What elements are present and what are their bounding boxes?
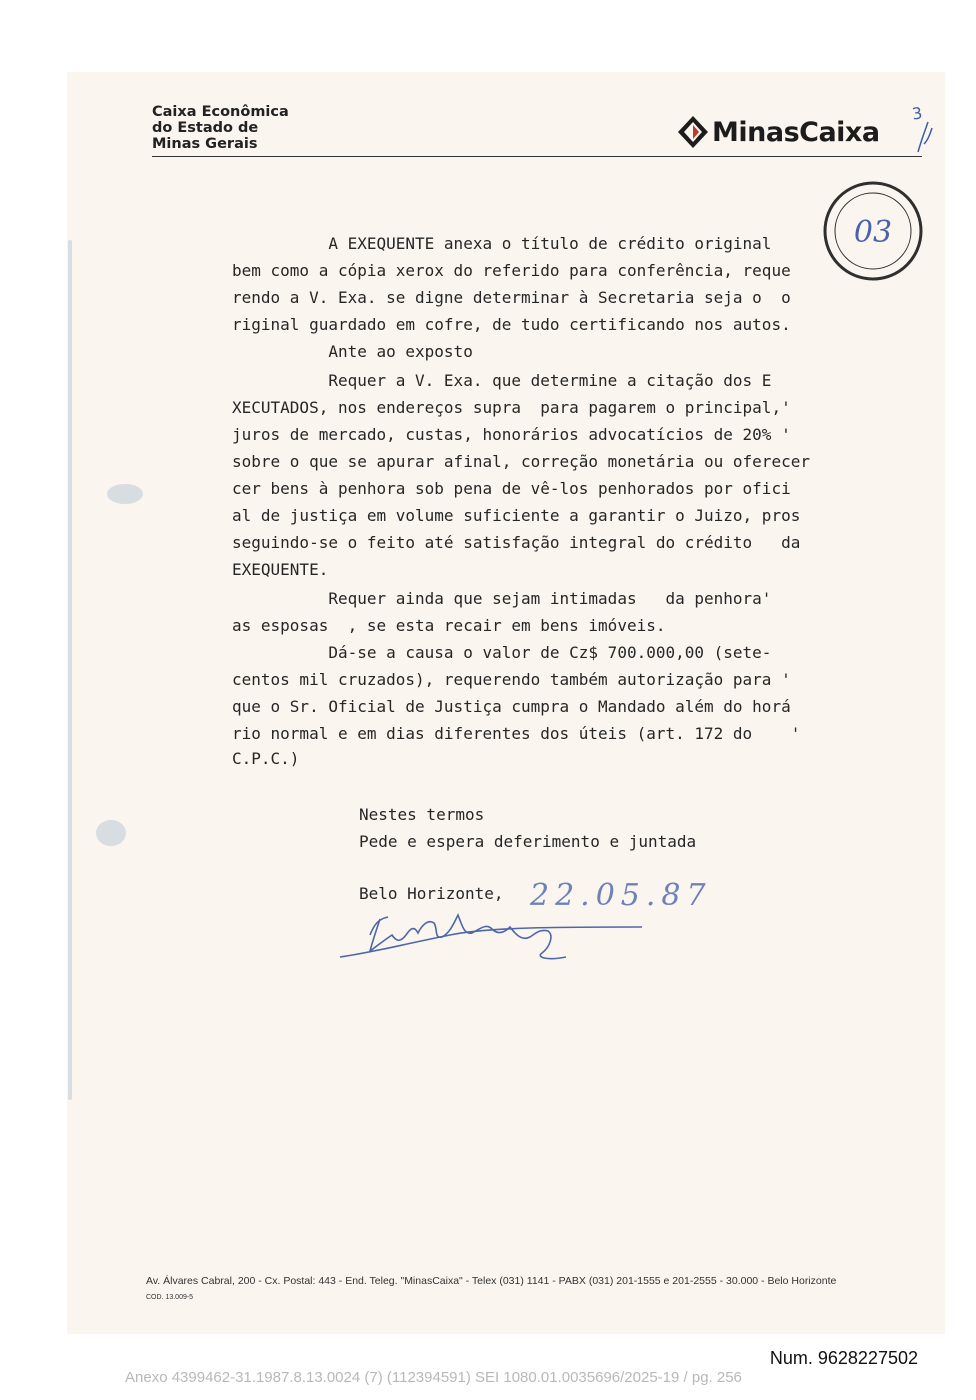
issuer-line-2: do Estado de: [152, 120, 259, 136]
body-line: riginal guardado em cofre, de tudo certificando nos autos.: [232, 315, 791, 334]
body-line: seguindo-se o feito até satisfação integral do crédito da: [232, 533, 801, 552]
body-line: bem como a cópia xerox do referido para conferência, reque: [232, 261, 791, 280]
issuer-name: [152, 104, 289, 152]
body-line: Requer ainda que sejam intimadas da penhora': [232, 589, 772, 608]
closing-line-2: Pede e espera deferimento e juntada: [359, 832, 697, 851]
body-line: que o Sr. Oficial de Justiça cumpra o Mandado além do horá: [232, 697, 791, 716]
body-line: XECUTADOS, nos endereços supra para pagarem o principal,': [232, 398, 791, 417]
place-label: Belo Horizonte,: [359, 884, 504, 903]
body-line: al de justiça em volume suficiente a garantir o Juizo, pros: [232, 506, 801, 525]
body-line: rio normal e em dias diferentes dos úteis (art. 172 do ': [232, 724, 801, 743]
logo-text: MinasCaixa: [712, 116, 880, 148]
body-line: Ante ao exposto: [232, 342, 473, 361]
body-line: juros de mercado, custas, honorários advocatícios de 20% ': [232, 425, 791, 444]
body-line: sobre o que se apurar afinal, correção monetária ou oferecer: [232, 452, 810, 471]
body-line: Dá-se a causa o valor de Cz$ 700.000,00 (sete-: [232, 643, 772, 662]
signature: [330, 905, 650, 975]
closing-line-1: Nestes termos: [359, 805, 485, 824]
stamp-number: 03: [853, 215, 893, 250]
annex-reference: Anexo 4399462-31.1987.8.13.0024 (7) (112394591) SEI 1080.01.0035696/2025-19 / pg. 256: [125, 1369, 742, 1386]
page-mark: 3: [910, 103, 924, 124]
logo-icon: [676, 114, 710, 150]
minascaixa-logo: [676, 114, 880, 150]
body-line: rendo a V. Exa. se digne determinar à Secretaria seja o o: [232, 288, 791, 307]
body-line: as esposas , se esta recair em bens imóveis.: [232, 616, 666, 635]
footer-form-code: COD. 13.009-5: [146, 1294, 194, 1301]
header-divider: [152, 156, 922, 157]
court-stamp: [822, 180, 924, 282]
body-line: Requer a V. Exa. que determine a citação dos E: [232, 371, 772, 390]
body-line: EXEQUENTE.: [232, 560, 329, 579]
document-number: Num. 9628227502: [769, 1348, 918, 1368]
issuer-line-3: Minas Gerais: [152, 136, 258, 152]
handwritten-date: 22.05.87: [530, 878, 712, 913]
body-line: A EXEQUENTE anexa o título de crédito original: [232, 234, 772, 253]
body-line: C.P.C.): [232, 749, 300, 768]
handwritten-check-mark: [914, 118, 936, 158]
footer-address: Av. Álvares Cabral, 200 - Cx. Postal: 443 - End. Teleg. "MinasCaixa" - Telex (031) 1141 - PABX (031) 201-1555 e 201-2555 - 30.000 - Belo Horizonte: [146, 1275, 837, 1287]
issuer-line-1: Caixa Econômica: [152, 104, 289, 120]
body-line: centos mil cruzados), requerendo também autorização para ': [232, 670, 791, 689]
body-line: cer bens à penhora sob pena de vê-los penhorados por ofici: [232, 479, 791, 498]
